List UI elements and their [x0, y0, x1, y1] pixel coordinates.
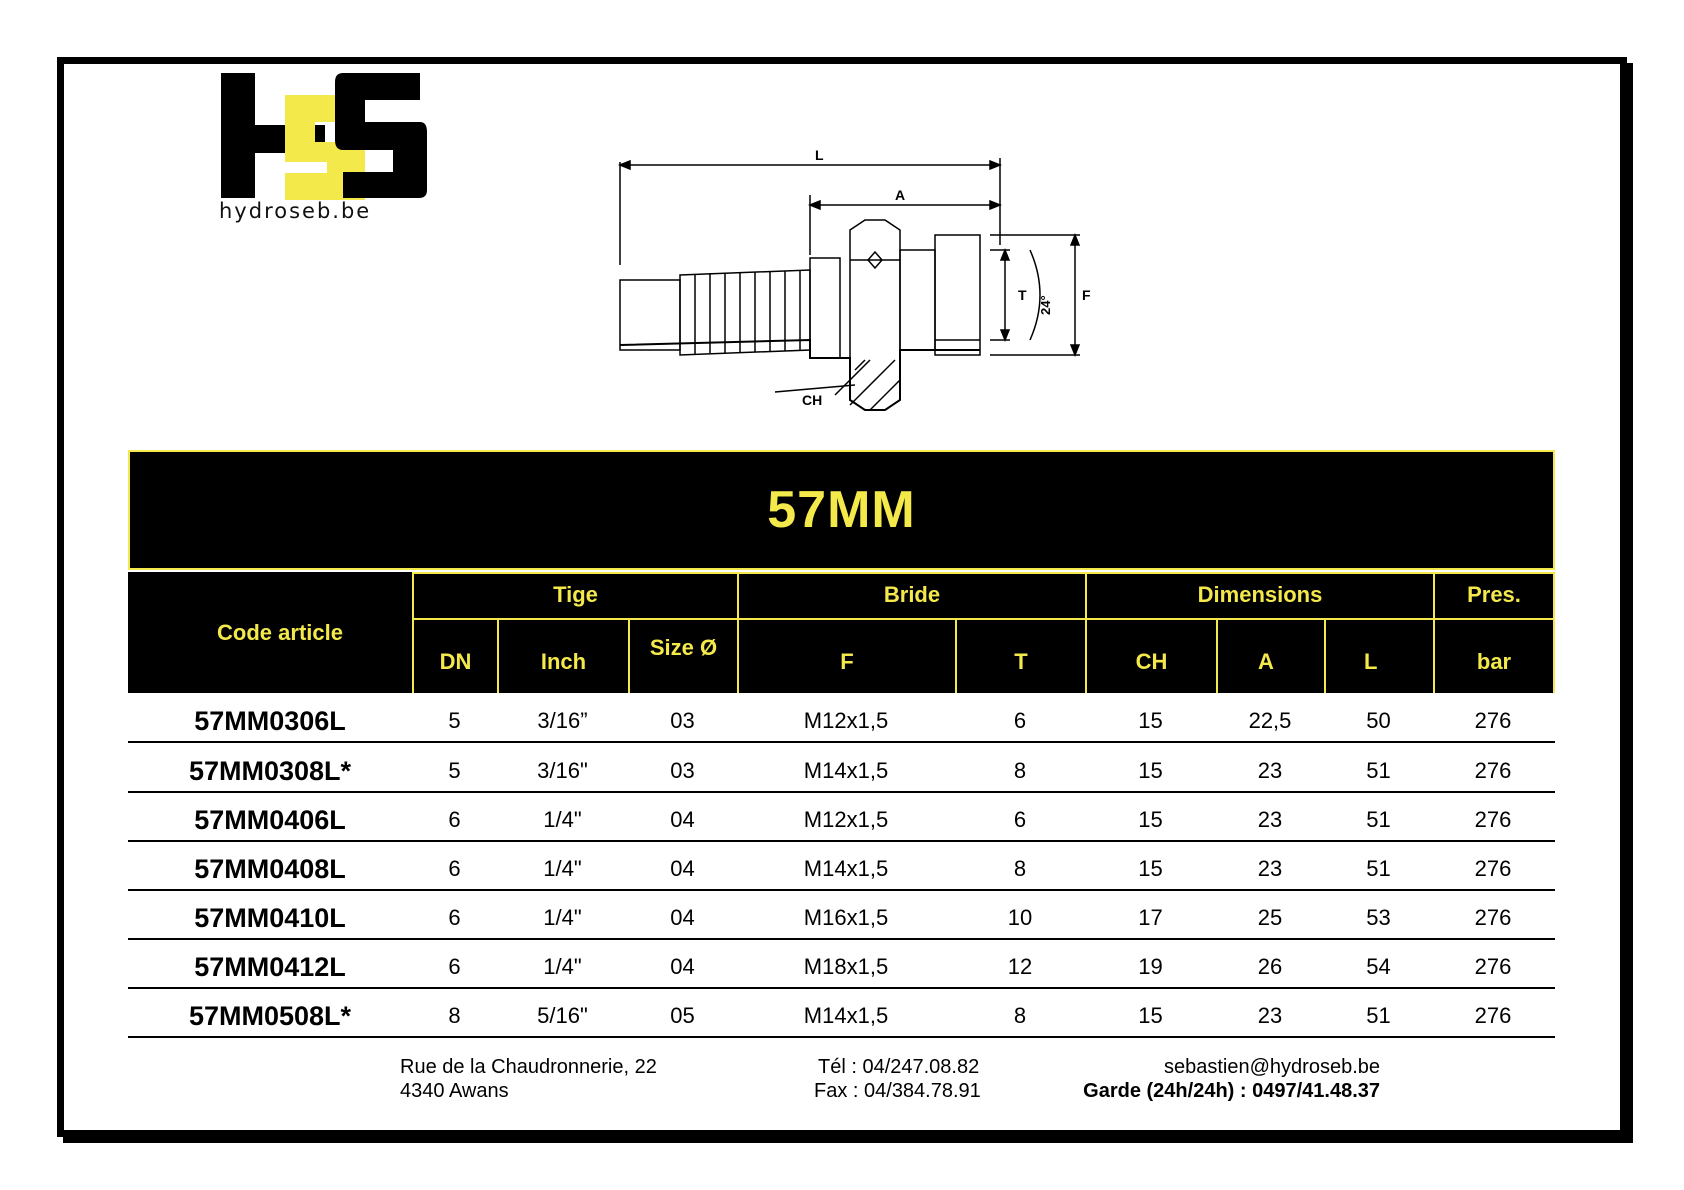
- cell-code: 57MM0412L: [194, 952, 346, 982]
- cell-t: 6: [1013, 708, 1027, 733]
- fax: Fax : 04/384.78.91: [814, 1080, 981, 1102]
- cell-code: 57MM0308L*: [188, 756, 352, 786]
- header-col-a: A: [1258, 649, 1274, 674]
- cell-l: 51: [1366, 758, 1391, 783]
- cell-bar: 276: [1474, 905, 1512, 930]
- cell-ch: 19: [1138, 954, 1163, 979]
- cell-inch: 1/4": [543, 807, 582, 832]
- cell-bar: 276: [1474, 856, 1512, 881]
- cell-ch: 15: [1138, 1003, 1163, 1028]
- header-col-l: L: [1364, 649, 1378, 674]
- cell-dn: 5: [448, 758, 461, 783]
- table-title: 57MM: [767, 481, 916, 539]
- cell-bar: 276: [1474, 1003, 1512, 1028]
- header-group-dimensions: Dimensions: [1197, 582, 1323, 607]
- header-col-bar: bar: [1476, 649, 1512, 674]
- drawing-label-F: F: [1082, 287, 1091, 303]
- cell-l: 51: [1366, 1003, 1391, 1028]
- cell-dn: 6: [448, 954, 461, 979]
- cell-bar: 276: [1474, 807, 1512, 832]
- cell-t: 10: [1007, 905, 1033, 930]
- cell-inch: 3/16”: [537, 708, 588, 733]
- cell-dn: 8: [448, 1003, 461, 1028]
- header-col-inch: Inch: [540, 649, 587, 674]
- cell-a: 25: [1257, 905, 1283, 930]
- header-group-tige: Tige: [553, 582, 598, 607]
- header-group-bride: Bride: [883, 582, 941, 607]
- drawing-label-L: L: [815, 147, 824, 163]
- cell-ch: 15: [1138, 758, 1163, 783]
- cell-t: 12: [1007, 954, 1033, 979]
- cell-size: 03: [670, 708, 695, 733]
- logo-text: hydroseb.be: [219, 199, 372, 223]
- fitting-technical-drawing: [610, 140, 1100, 430]
- table-row: [128, 745, 1555, 793]
- cell-dn: 5: [448, 708, 461, 733]
- cell-code: 57MM0508L*: [188, 1001, 352, 1031]
- cell-bar: 276: [1474, 708, 1512, 733]
- cell-size: 03: [670, 758, 695, 783]
- cell-size: 05: [670, 1003, 695, 1028]
- cell-a: 26: [1257, 954, 1283, 979]
- cell-ch: 15: [1138, 807, 1163, 832]
- email-link[interactable]: sebastien@hydroseb.be: [1164, 1056, 1380, 1078]
- cell-ch: 17: [1138, 905, 1163, 930]
- table-row: [128, 794, 1555, 842]
- cell-bar: 276: [1474, 758, 1512, 783]
- cell-a: 23: [1257, 856, 1283, 881]
- drawing-label-angle: 24°: [1038, 295, 1053, 315]
- telephone: Tél : 04/247.08.82: [818, 1056, 980, 1078]
- table-row: [128, 695, 1555, 743]
- header-group-pres: Pres.: [1467, 582, 1521, 607]
- cell-bar: 276: [1474, 954, 1512, 979]
- address-line-1: Rue de la Chaudronnerie, 22: [400, 1056, 657, 1078]
- cell-l: 51: [1366, 856, 1391, 881]
- table-row: [128, 941, 1555, 989]
- header-col-t: T: [1014, 649, 1028, 674]
- cell-f: M14x1,5: [803, 856, 889, 881]
- cell-f: M14x1,5: [803, 758, 889, 783]
- footer-address: [400, 1055, 657, 1103]
- cell-a: 23: [1257, 758, 1283, 783]
- cell-l: 54: [1366, 954, 1391, 979]
- cell-code: 57MM0306L: [194, 706, 346, 736]
- cell-ch: 15: [1138, 856, 1163, 881]
- footer-phone: [814, 1055, 981, 1103]
- cell-inch: 5/16": [537, 1003, 588, 1028]
- drawing-label-CH: CH: [802, 392, 823, 408]
- drawing-label-T: T: [1018, 287, 1027, 303]
- header-col-f: F: [840, 649, 854, 674]
- table-row: [128, 892, 1555, 940]
- header-col-ch: CH: [1135, 649, 1168, 674]
- cell-l: 53: [1366, 905, 1391, 930]
- cell-a: 22,5: [1248, 708, 1292, 733]
- cell-size: 04: [670, 954, 695, 979]
- cell-a: 23: [1257, 1003, 1283, 1028]
- table-title-bar: [128, 450, 1555, 570]
- cell-dn: 6: [448, 905, 461, 930]
- table-header: [128, 572, 1555, 693]
- cell-t: 6: [1013, 807, 1027, 832]
- emergency-line: Garde (24h/24h) : 0497/41.48.37: [1083, 1080, 1380, 1102]
- cell-inch: 1/4": [543, 954, 582, 979]
- table-row: [128, 843, 1555, 891]
- table-row: [128, 990, 1555, 1038]
- footer-contact: [1060, 1055, 1380, 1103]
- cell-code: 57MM0410L: [194, 903, 346, 933]
- cell-f: M18x1,5: [803, 954, 889, 979]
- cell-code: 57MM0408L: [194, 854, 346, 884]
- cell-f: M12x1,5: [803, 708, 889, 733]
- cell-dn: 6: [448, 856, 461, 881]
- cell-size: 04: [670, 807, 695, 832]
- cell-t: 8: [1013, 1003, 1027, 1028]
- cell-t: 8: [1013, 856, 1027, 881]
- header-col-dn: DN: [439, 649, 472, 674]
- cell-t: 8: [1013, 758, 1027, 783]
- cell-f: M14x1,5: [803, 1003, 889, 1028]
- header-col-size: Size Ø: [649, 635, 718, 660]
- cell-size: 04: [670, 856, 695, 881]
- address-line-2: 4340 Awans: [400, 1080, 509, 1102]
- cell-f: M16x1,5: [803, 905, 889, 930]
- drawing-label-A: A: [895, 187, 906, 203]
- cell-size: 04: [670, 905, 695, 930]
- cell-inch: 1/4": [543, 905, 582, 930]
- cell-inch: 3/16": [537, 758, 588, 783]
- cell-code: 57MM0406L: [194, 805, 346, 835]
- cell-inch: 1/4": [543, 856, 582, 881]
- cell-f: M12x1,5: [803, 807, 889, 832]
- cell-dn: 6: [448, 807, 461, 832]
- header-code-article: Code article: [217, 619, 343, 645]
- cell-l: 51: [1366, 807, 1391, 832]
- cell-ch: 15: [1138, 708, 1163, 733]
- cell-a: 23: [1257, 807, 1283, 832]
- cell-l: 50: [1366, 708, 1391, 733]
